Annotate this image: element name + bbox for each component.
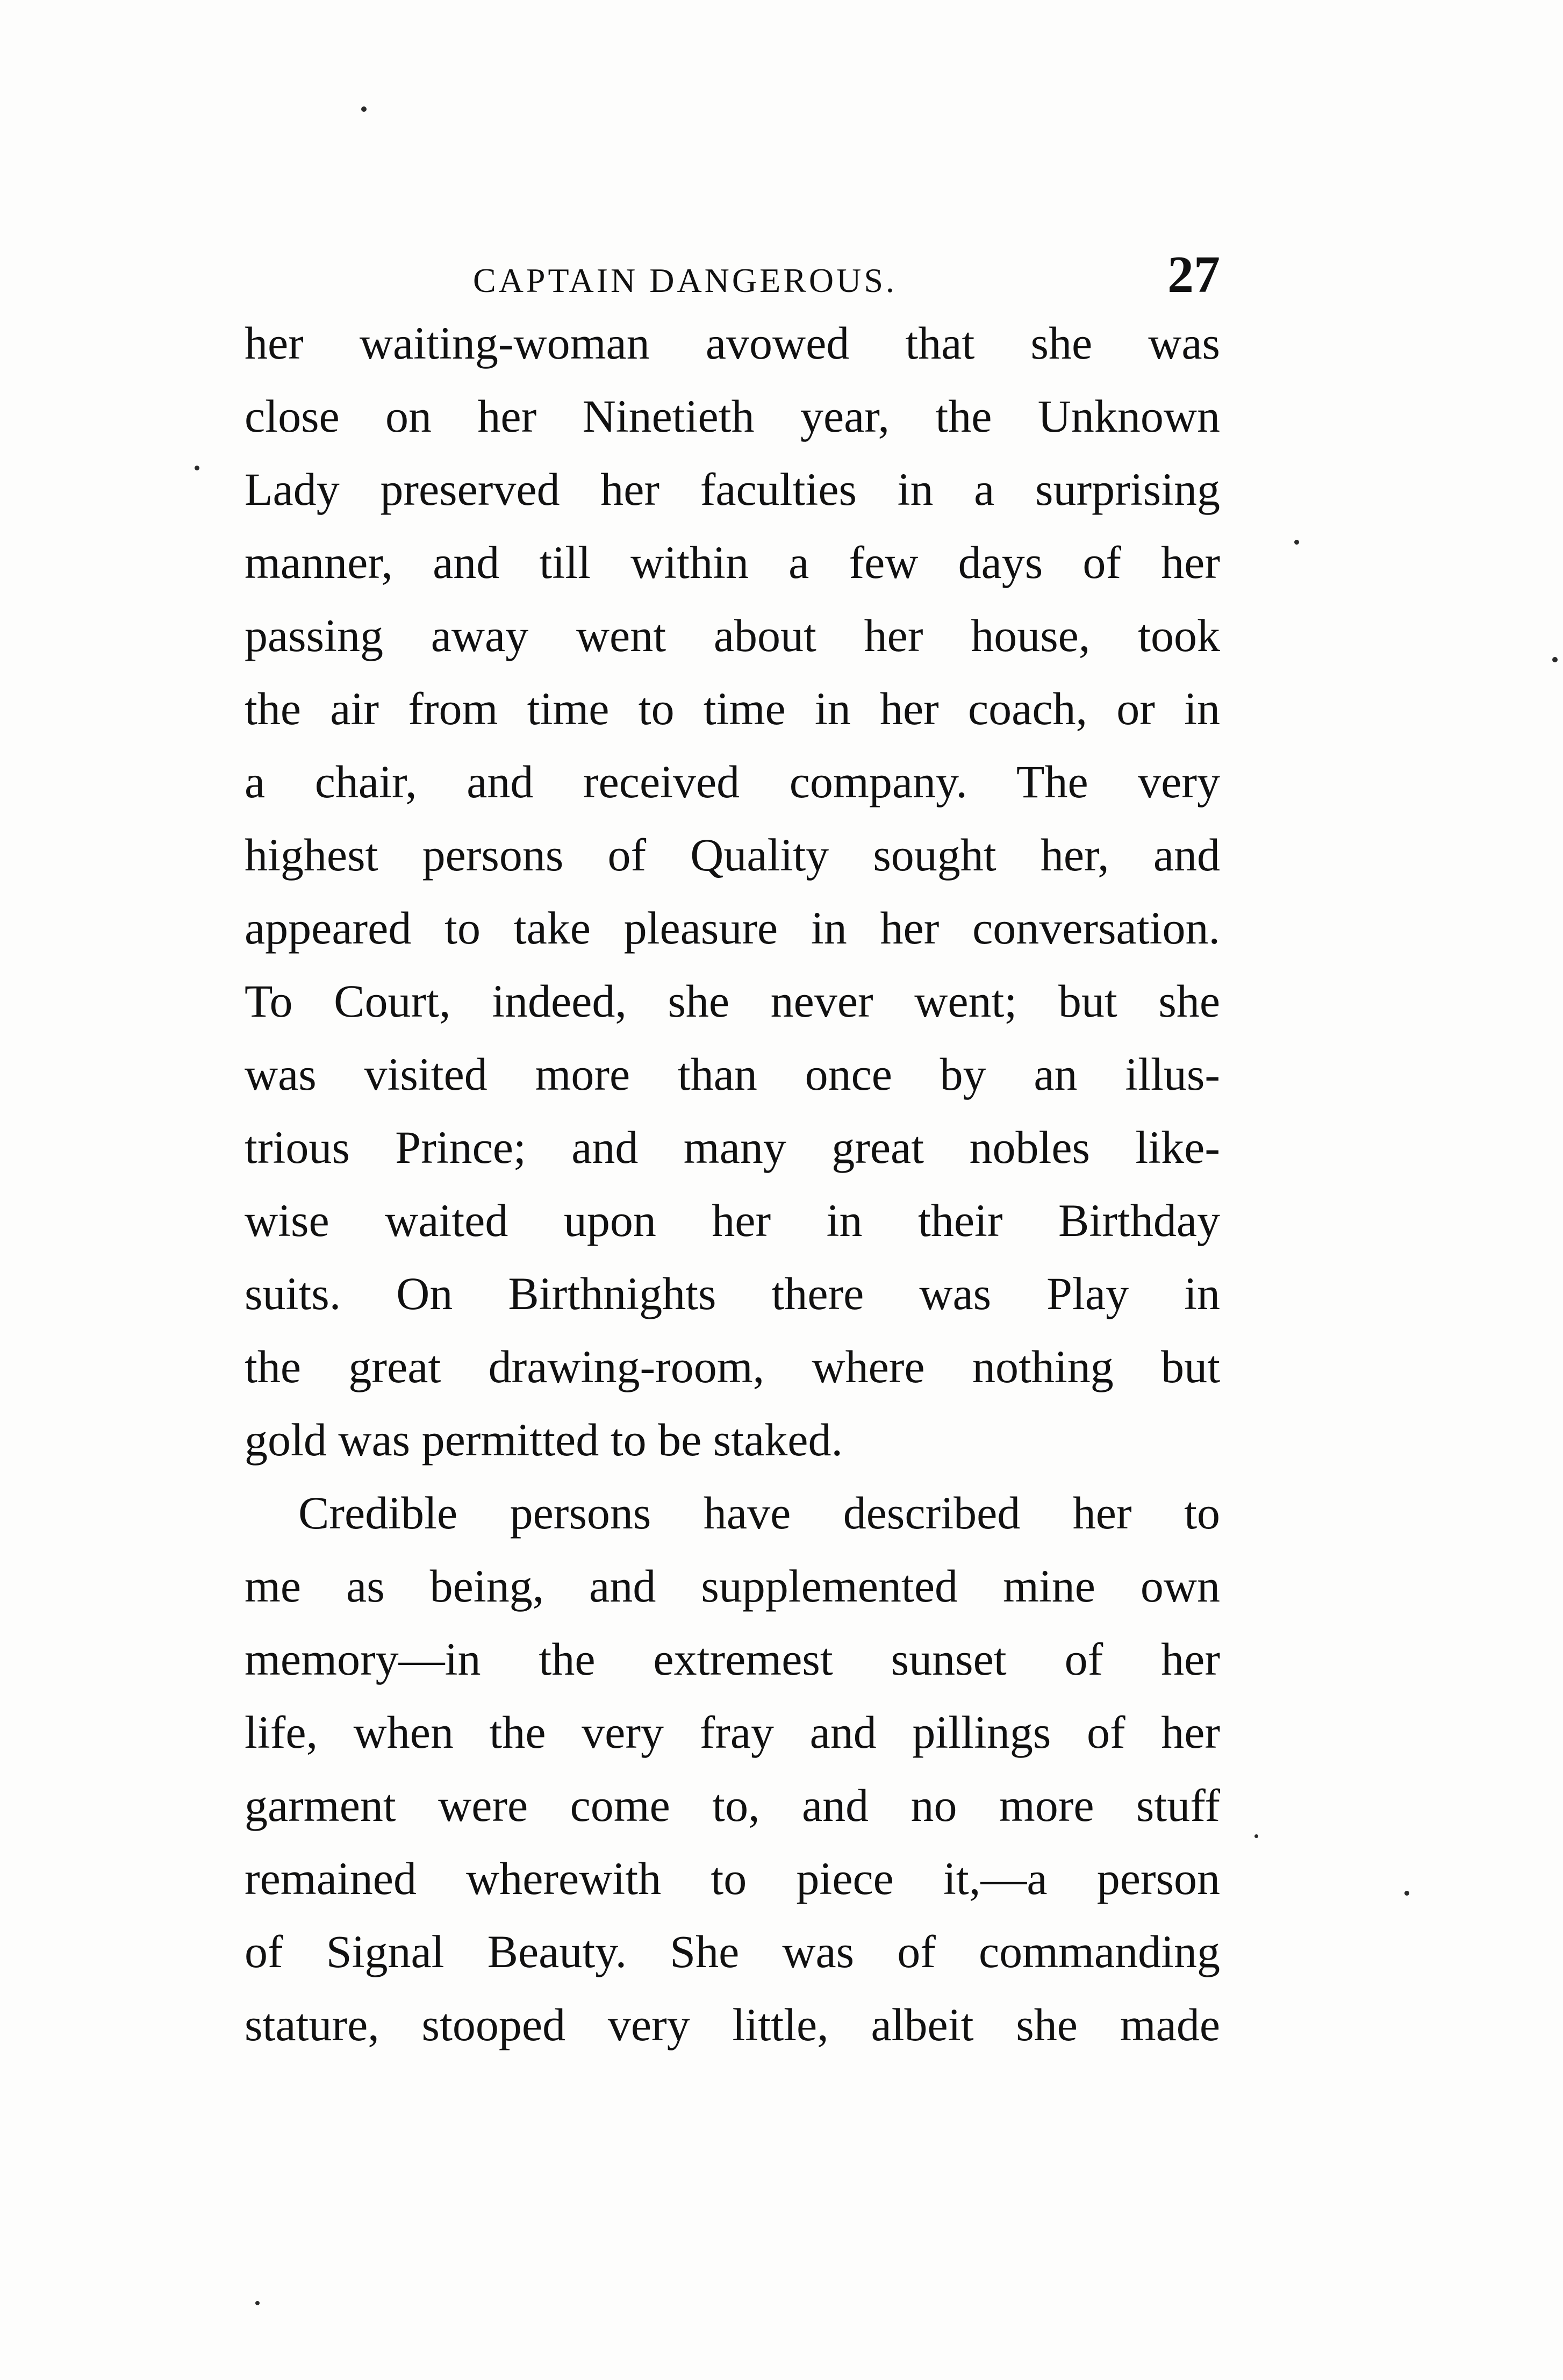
text-line: her waiting-woman avowed that she was [245, 317, 1220, 369]
text-line: suits. On Birthnights there was Play in [245, 1268, 1220, 1319]
text-line: highest persons of Quality sought her, and [245, 829, 1220, 881]
text-line: the air from time to time in her coach, or in [245, 683, 1220, 734]
page-number: 27 [1167, 246, 1220, 304]
scan-speck [361, 106, 367, 112]
scan-speck [1552, 657, 1558, 662]
scan-speck [1294, 540, 1299, 545]
text-line: passing away went about her house, took [245, 610, 1220, 661]
text-line: trious Prince; and many great nobles like- [245, 1121, 1220, 1173]
scan-speck [1404, 1891, 1409, 1896]
text-line: was visited more than once by an illus- [245, 1048, 1220, 1100]
text-line: close on her Ninetieth year, the Unknown [245, 390, 1220, 442]
text-line: remained wherewith to piece it,—a person [245, 1853, 1220, 1904]
scan-speck [255, 2301, 260, 2305]
scan-speck [1254, 1834, 1258, 1838]
text-line: Lady preserved her faculties in a surprising [245, 463, 1220, 515]
text-line: stature, stooped very little, albeit she made [245, 1999, 1220, 2050]
text-line: manner, and till within a few days of her [245, 537, 1220, 588]
text-line: memory—in the extremest sunset of her [245, 1633, 1220, 1685]
text-line: a chair, and received company. The very [245, 756, 1220, 807]
text-line: Credible persons have described her to [298, 1487, 1220, 1539]
text-line: wise waited upon her in their Birthday [245, 1195, 1220, 1246]
text-line: of Signal Beauty. She was of commanding [245, 1926, 1220, 1977]
text-line: life, when the very fray and pillings of her [245, 1706, 1220, 1758]
text-line: me as being, and supplemented mine own [245, 1560, 1220, 1612]
text-line: the great drawing-room, where nothing but [245, 1341, 1220, 1392]
text-line: To Court, indeed, she never went; but she [245, 975, 1220, 1027]
body-text [245, 306, 1220, 2061]
paragraph [245, 306, 1220, 1476]
scan-speck [195, 466, 199, 470]
paragraph [245, 1476, 1220, 2061]
running-head [245, 245, 1220, 309]
running-title: CAPTAIN DANGEROUS. [473, 261, 897, 299]
text-line: garment were come to, and no more stuff [245, 1779, 1220, 1831]
text-line: gold was permitted to be staked. [245, 1414, 843, 1466]
text-line: appeared to take pleasure in her conversation. [245, 902, 1220, 954]
